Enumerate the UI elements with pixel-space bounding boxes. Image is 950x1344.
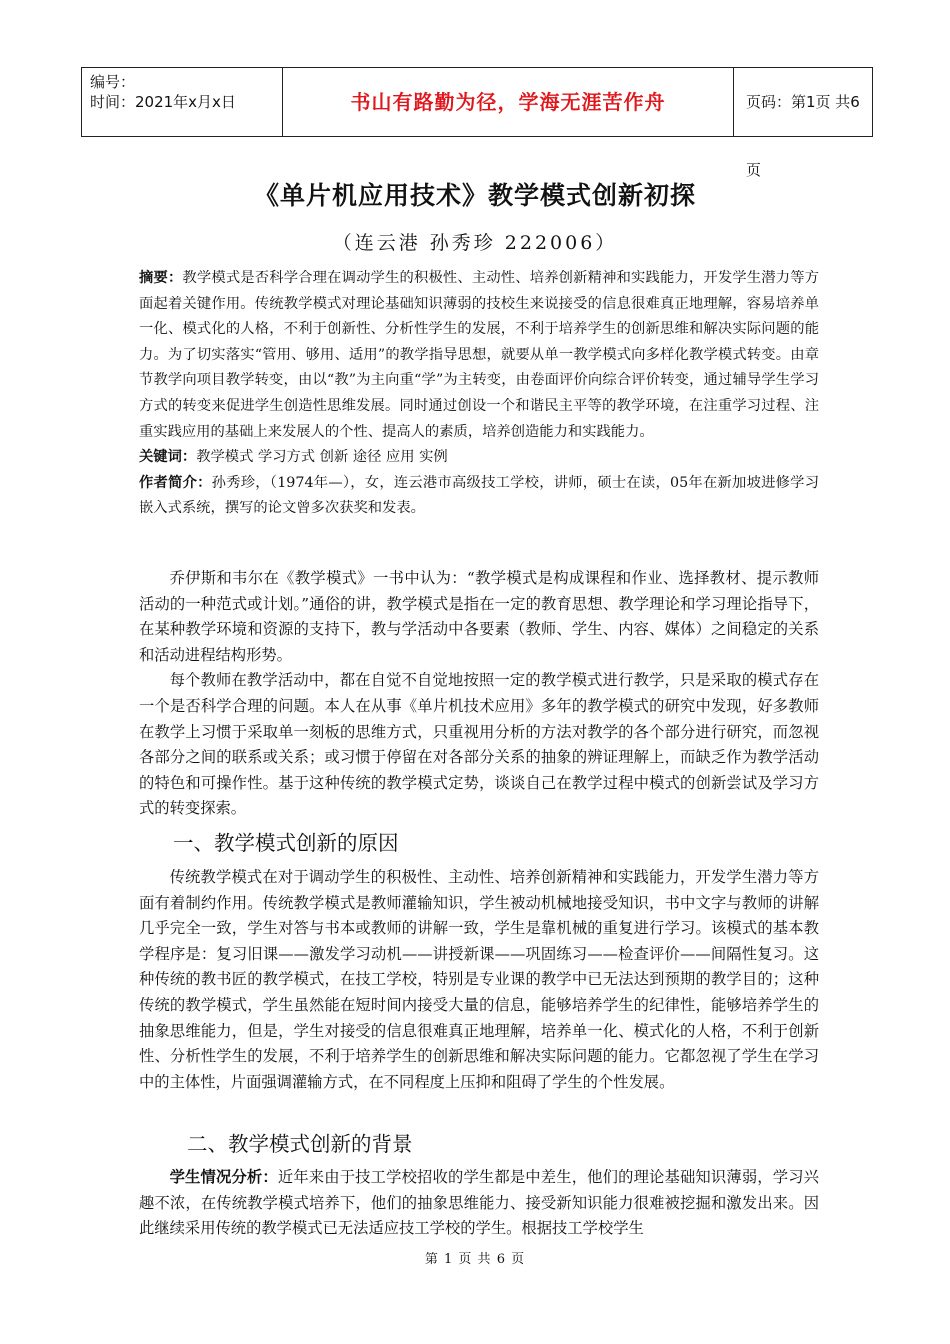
header-table <box>81 67 873 179</box>
abstract-text: 教学模式是否科学合理在调动学生的积极性、主动性、培养创新精神和实践能力，开发学生潜力等方面起着关键作用。传统教学模式对理论基础知识薄弱的技校生来说接受的信息很难真正地理解，容易培养单一化、模式化的人格，不利于创新性、分析性学生的发展，不利于培养学生的创新思维和解决实际问题的能力。为了切实落实“管用、够用、适用”的教学指导思想，就要从单一教学模式向多样化教学模式转变。由章节教学向项目教学转变，由以“教”为主向重“学”为主转变，由卷面评价向综合评价转变，通过辅导学生学习方式的转变来促进学生创造性思维发展。同时通过创设一个和谐民主平等的教学环境，在注重学习过程、注重实践应用的基础上来发展人的个性、提高人的素质，培养创造能力和实践能力。 <box>139 270 820 440</box>
header-page-info: 页码：第1页 共6页 <box>746 93 860 179</box>
bio-label: 作者简介： <box>139 474 212 491</box>
bio-text: 孙秀珍，（1974年—），女，连云港市高级技工学校，讲师，硕士在读，05年在新加坡进修学习嵌入式系统，撰写的论文曾多次获奖和发表。 <box>139 474 819 517</box>
keywords <box>139 445 819 471</box>
paragraph-1: 乔伊斯和韦尔在《教学模式》一书中认为：“教学模式是构成课程和作业、选择教材、提示教师活动的一种范式或计划。”通俗的讲，教学模式是指在一定的教育思想、教学理论和学习理论指导下，在某种教学环境和资源的支持下，教与学活动中各要素（教师、学生、内容、媒体）之间稳定的关系和活动进程结构形势。 <box>139 569 819 664</box>
serial-label: 编号： <box>90 73 136 91</box>
section-heading-2: 二、教学模式创新的背景 <box>187 1132 413 1156</box>
abstract-label: 摘要： <box>139 270 183 286</box>
intro-block <box>139 566 819 822</box>
section-heading-1: 一、教学模式创新的原因 <box>173 831 399 855</box>
page-footer: 第 1 页 共 6 页 <box>424 1252 526 1267</box>
abstract <box>139 266 819 445</box>
student-analysis-label: 学生情况分析： <box>169 1168 278 1186</box>
header-meta-cell <box>82 68 283 136</box>
paragraph-4 <box>139 1165 819 1242</box>
document-title: 《单片机应用技术》教学模式创新初探 <box>253 181 696 210</box>
paragraph-4-text: 近年来由于技工学校招收的学生都是中差生，他们的理论基础知识薄弱，学习兴趣不浓，在传统教学模式培养下，他们的抽象思维能力、接受新知识能力很难被挖掘和激发出来。因此继续采用传统的教学模式已无法适应技工学校的学生。根据技工学校学生 <box>139 1168 819 1238</box>
author-line: （连云港 孙秀珍 222006） <box>332 232 618 254</box>
author-bio <box>139 471 819 522</box>
section-1-block <box>139 865 819 1095</box>
paragraph-3: 传统教学模式在对于调动学生的积极性、主动性、培养创新精神和实践能力，开发学生潜力等方面有着制约作用。传统教学模式是教师灌输知识，学生被动机械地接受知识，书中文字与教师的讲解几乎完全一致，学生对答与书本或教师的讲解一致，学生是靠机械的重复进行学习。该模式的基本教学程序是：复习旧课——激发学习动机——讲授新课——巩固练习——检查评价——间隔性复习。这种传统的教书匠的教学模式，在技工学校，特别是专业课的教学中已无法达到预期的教学目的；这种传统的教学模式，学生虽然能在短时间内接受大量的信息，能够培养学生的纪律性，能够培养学生的抽象思维能力，但是，学生对接受的信息很难真正地理解，培养单一化、模式化的人格，不利于创新性、分析性学生的发展，不利于培养学生的创新思维和解决实际问题的能力。它都忽视了学生在学习中的主体性，片面强调灌输方式，在不同程度上压抑和阻碍了学生的个性发展。 <box>139 868 819 1091</box>
date-label: 时间：2021年x月x日 <box>90 93 236 111</box>
keywords-text: 教学模式 学习方式 创新 途径 应用 实例 <box>196 449 448 466</box>
header-motto: 书山有路勤为径，学海无涯苦作舟 <box>283 68 734 136</box>
paragraph-2: 每个教师在教学活动中，都在自觉不自觉地按照一定的教学模式进行教学，只是采取的模式存在一个是否科学合理的问题。本人在从事《单片机技术应用》多年的教学模式的研究中发现，好多教师在教学上习惯于采取单一刻板的思维方式，只重视用分析的方法对教学的各个部分进行研究，而忽视各部分之间的联系或关系；或习惯于停留在对各部分关系的抽象的辨证理解上，而缺乏作为教学活动的特色和可操作性。基于这种传统的教学模式定势，谈谈自己在教学过程中模式的创新尝试及学习方式的转变探索。 <box>139 671 819 818</box>
keywords-label: 关键词： <box>139 449 197 466</box>
abstract-block <box>139 266 819 522</box>
section-2-block <box>139 1165 819 1242</box>
